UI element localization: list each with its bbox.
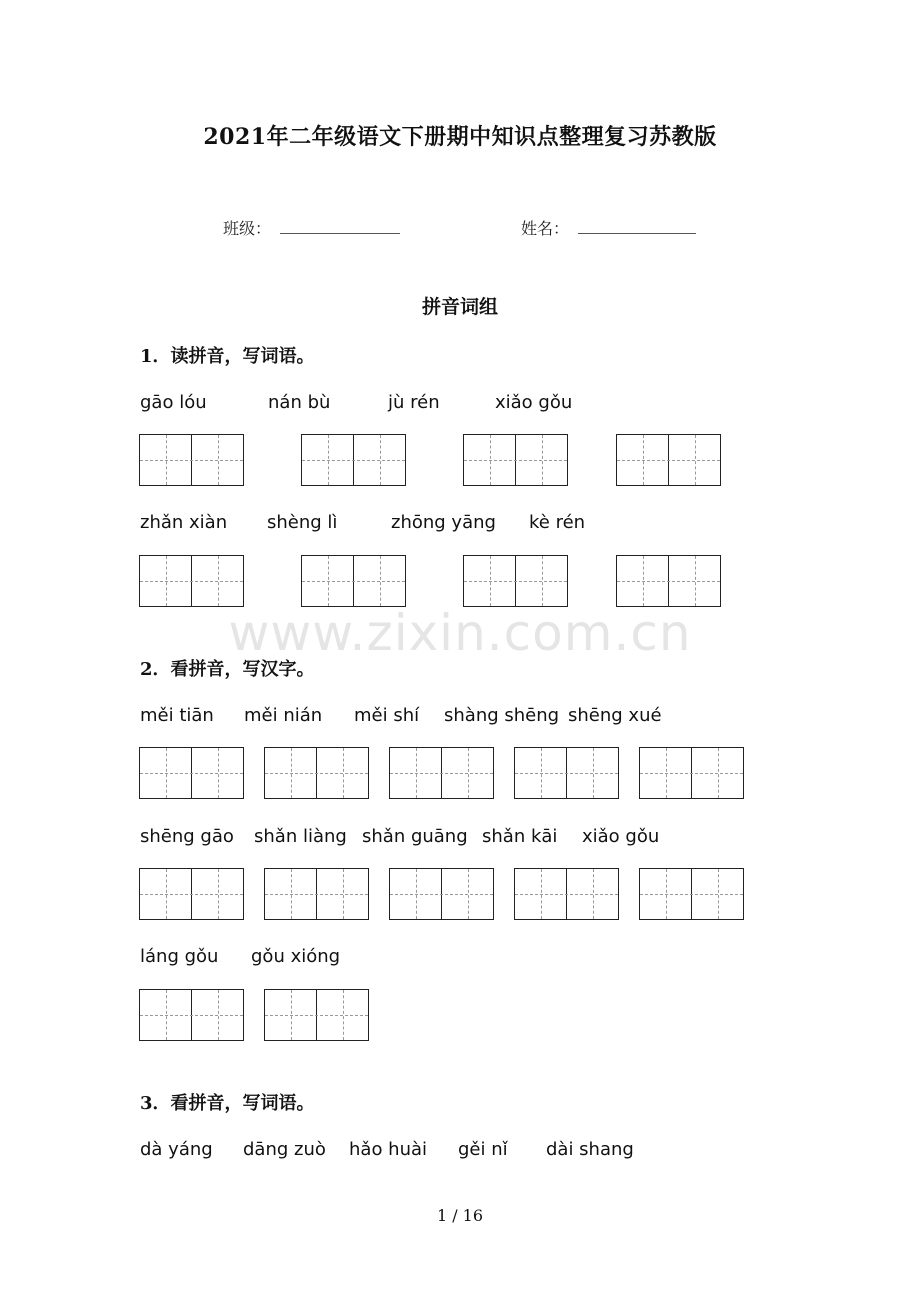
writing-grid[interactable] [616, 555, 721, 607]
page-number: 1 / 16 [436, 1206, 484, 1225]
pinyin: jù rén [388, 392, 440, 413]
pinyin: kè rén [529, 512, 586, 533]
writing-grid[interactable] [639, 747, 744, 799]
writing-grid[interactable] [616, 434, 721, 486]
writing-grid[interactable] [463, 434, 568, 486]
writing-grid[interactable] [264, 747, 369, 799]
writing-grid[interactable] [514, 747, 619, 799]
pinyin: shēng gāo [140, 826, 234, 847]
pinyin: xiǎo gǒu [582, 826, 660, 847]
pinyin: dà yáng [140, 1139, 213, 1160]
pinyin: nán bù [268, 392, 331, 413]
pinyin: dài shang [546, 1139, 634, 1160]
writing-grid[interactable] [639, 868, 744, 920]
writing-grid[interactable] [139, 434, 244, 486]
writing-grid[interactable] [264, 989, 369, 1041]
writing-grid[interactable] [301, 434, 406, 486]
name-blank-line [578, 233, 696, 234]
pinyin: shèng lì [267, 512, 338, 533]
pinyin: hǎo huài [349, 1139, 428, 1160]
writing-grid[interactable] [139, 747, 244, 799]
pinyin: měi tiān [140, 705, 214, 726]
pinyin: měi shí [354, 705, 420, 726]
pinyin: shǎn kāi [482, 826, 558, 847]
writing-grid[interactable] [514, 868, 619, 920]
document-title: 2021年二年级语文下册期中知识点整理复习苏教版 [203, 124, 717, 150]
writing-grid[interactable] [264, 868, 369, 920]
name-label: 姓名： [521, 219, 570, 238]
question-3-heading: 3．看拼音，写词语。 [140, 1093, 315, 1114]
pinyin: zhǎn xiàn [140, 512, 228, 533]
writing-grid[interactable] [389, 747, 494, 799]
pinyin: dāng zuò [243, 1139, 326, 1160]
writing-grid[interactable] [463, 555, 568, 607]
pinyin: xiǎo gǒu [495, 392, 573, 413]
pinyin: shēng xué [568, 705, 662, 726]
pinyin: shǎn guāng [362, 826, 468, 847]
question-2-heading: 2．看拼音，写汉字。 [140, 659, 315, 680]
class-blank-line [280, 233, 400, 234]
writing-grid[interactable] [301, 555, 406, 607]
watermark: www.zixin.com.cn [228, 604, 692, 662]
question-1-heading: 1．读拼音，写词语。 [140, 346, 315, 367]
section-title: 拼音词组 [421, 296, 498, 318]
writing-grid[interactable] [139, 989, 244, 1041]
writing-grid[interactable] [139, 555, 244, 607]
pinyin: měi nián [244, 705, 323, 726]
writing-grid[interactable] [139, 868, 244, 920]
pinyin: gěi nǐ [458, 1139, 508, 1160]
pinyin: gāo lóu [140, 392, 207, 413]
writing-grid[interactable] [389, 868, 494, 920]
pinyin: shǎn liàng [254, 826, 347, 847]
pinyin: láng gǒu [140, 946, 219, 967]
class-label: 班级： [223, 219, 272, 238]
pinyin: gǒu xióng [251, 946, 341, 967]
pinyin: zhōng yāng [391, 512, 496, 533]
pinyin: shàng shēng [444, 705, 560, 726]
